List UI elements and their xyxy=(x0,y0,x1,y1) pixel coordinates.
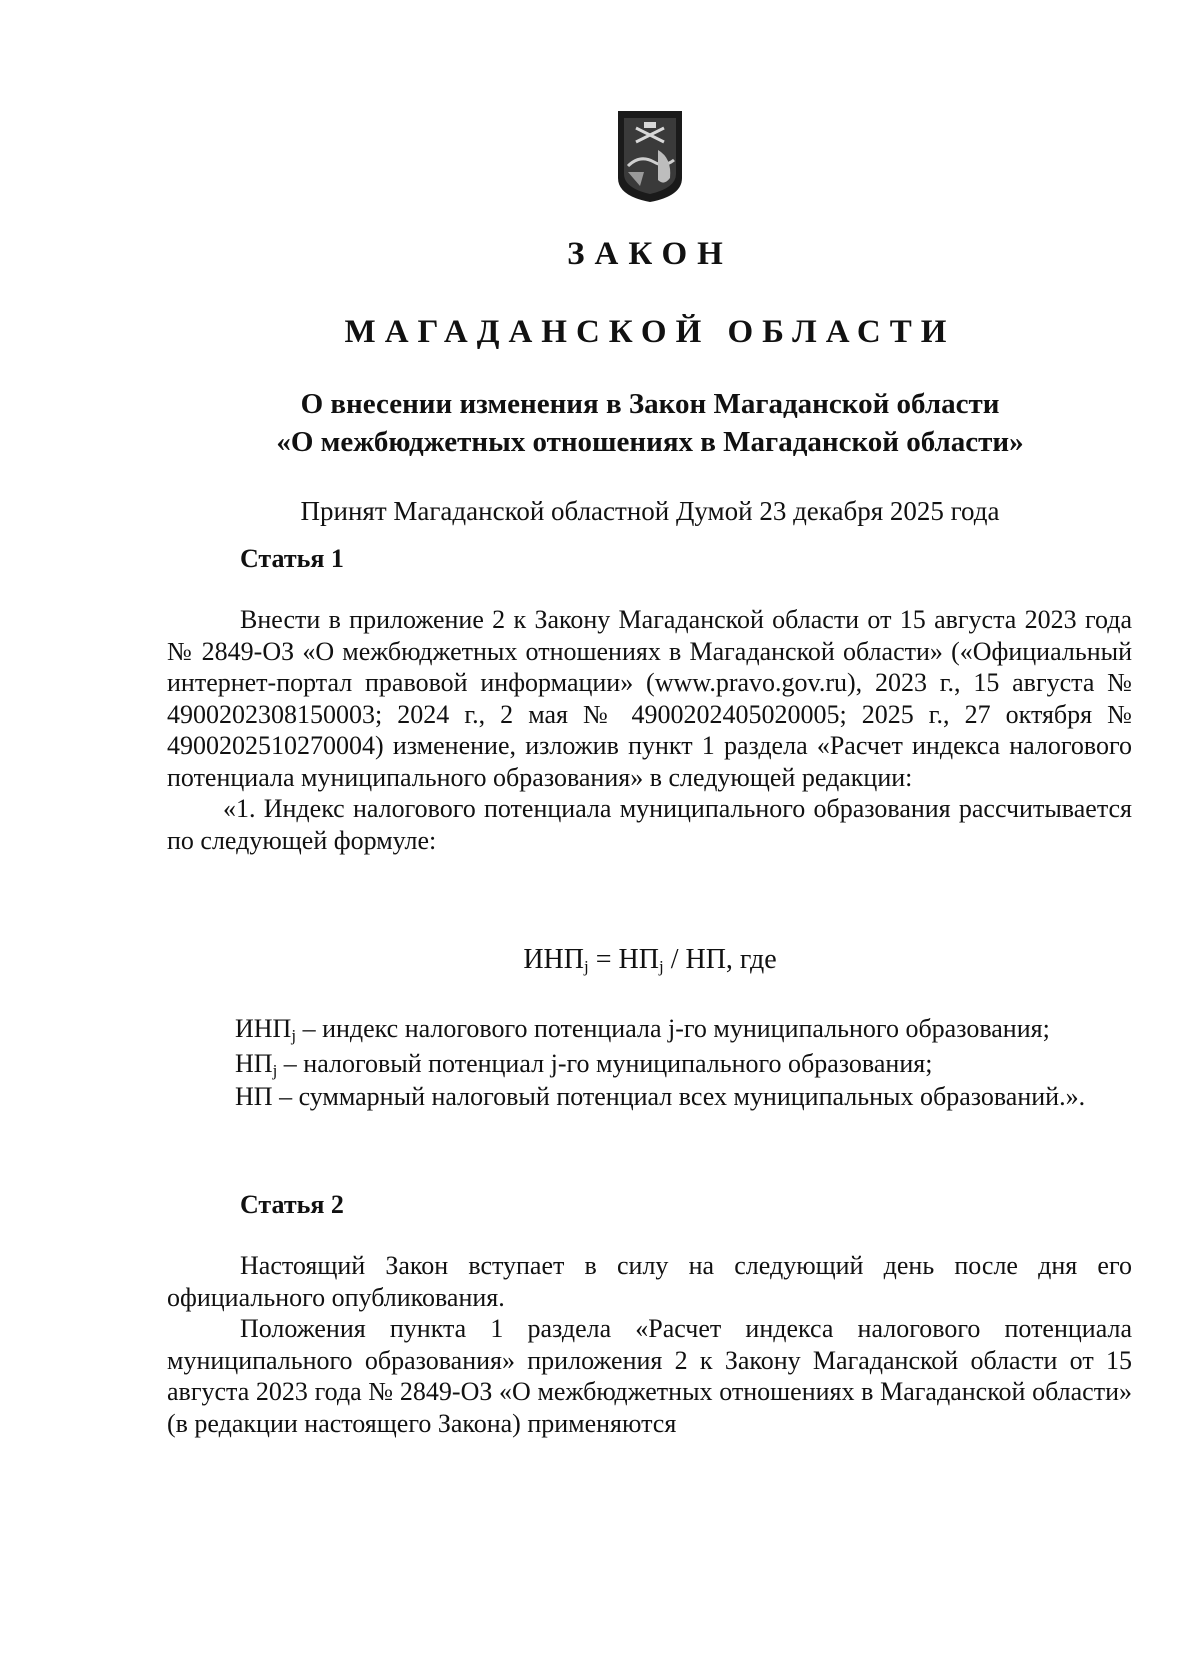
formula xyxy=(0,944,1200,976)
coat-of-arms-emblem xyxy=(614,108,686,204)
definition-term-sub: j xyxy=(291,1026,297,1045)
formula-rest: / НП, где xyxy=(663,944,777,975)
article-1-heading: Статья 1 xyxy=(240,544,344,573)
formula-np-sub: j xyxy=(658,957,664,976)
definition-term: НП xyxy=(235,1049,273,1078)
definition-term: ИНП xyxy=(235,1014,292,1043)
document-title: ЗАКОН xyxy=(567,236,733,272)
adoption-note: Принят Магаданской областной Думой 23 декабря 2025 года xyxy=(300,496,1000,526)
definition-text: – налоговый потенциал j-го муниципального образования; xyxy=(277,1049,933,1078)
formula-lhs: ИНП xyxy=(523,944,584,975)
article-1-paragraph: Внести в приложение 2 к Закону Магаданской области от 15 августа 2023 года № 2849-ОЗ «О межбюджетных отношениях в Магаданской области» («Официальный интернет-портал правовой информации» (www.pravo.gov.ru), 2023 г., 15 августа № 4900202308150003; 2024 г., 2 мая № 4900202405020005; 2025 г., 27 октября № 4900202510270004) изменение, изложив пункт 1 раздела «Расчет индекса налогового потенциала муниципального образования» в следующей редакции: xyxy=(167,605,1132,792)
article-2-paragraph-1: Настоящий Закон вступает в силу на следующий день после дня его официального опубликования. xyxy=(167,1251,1132,1312)
formula-definitions xyxy=(167,1011,1132,1113)
definition-term: НП xyxy=(235,1082,273,1111)
article-2-heading: Статья 2 xyxy=(240,1190,344,1219)
definition-item xyxy=(167,1046,1132,1081)
subtitle-line-1: О внесении изменения в Закон Магаданской области xyxy=(300,388,1000,420)
definition-text: – индекс налогового потенциала j-го муниципального образования; xyxy=(296,1014,1050,1043)
formula-eq: = xyxy=(588,944,619,975)
subtitle-line-2: «О межбюджетных отношениях в Магаданской области» xyxy=(276,426,1024,458)
article-2-paragraph-2: Положения пункта 1 раздела «Расчет индекса налогового потенциала муниципального образования» приложения 2 к Закону Магаданской области от 15 августа 2023 года № 2849-ОЗ «О межбюджетных отношениях в Магаданской области» (в редакции настоящего Закона) применяются xyxy=(167,1314,1132,1438)
definition-term-sub: j xyxy=(272,1061,278,1080)
article-1-point: «1. Индекс налогового потенциала муниципального образования рассчитывается по следующей формуле: xyxy=(167,794,1132,855)
definition-item xyxy=(167,1011,1132,1046)
definition-item xyxy=(167,1081,1132,1113)
formula-np: НП xyxy=(618,944,659,975)
formula-lhs-sub: j xyxy=(583,957,589,976)
region-title: МАГАДАНСКОЙ ОБЛАСТИ xyxy=(344,314,956,350)
law-subtitle xyxy=(0,385,1200,461)
definition-text: – суммарный налоговый потенциал всех муниципальных образований.». xyxy=(272,1082,1086,1111)
article-2-body xyxy=(167,1250,1132,1439)
article-1-body xyxy=(167,604,1132,856)
